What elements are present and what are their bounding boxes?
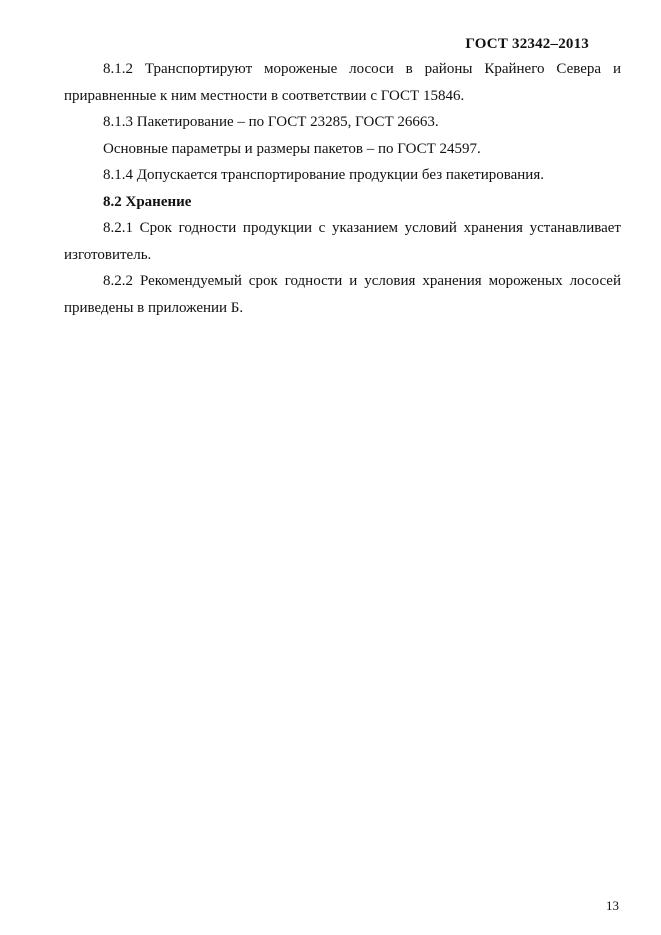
document-body	[64, 56, 621, 321]
paragraph-8-2-2: 8.2.2 Рекомендуемый срок годности и условия хранения мороженых лососей приведены в приложении Б.	[64, 273, 621, 316]
paragraph-8-1-4: 8.1.4 Допускается транспортирование продукции без пакетирования.	[103, 167, 544, 183]
paragraph-8-2-1: 8.2.1 Срок годности продукции с указанием условий хранения устанавливает изготовитель.	[64, 220, 621, 263]
paragraph-8-1-2: 8.1.2 Транспортируют мороженые лососи в районы Крайнего Севера и приравненные к ним местности в соответствии с ГОСТ 15846.	[64, 61, 621, 104]
document-standard-header: ГОСТ 32342–2013	[465, 36, 589, 52]
paragraph-8-1-3: 8.1.3 Пакетирование – по ГОСТ 23285, ГОСТ 26663.	[103, 114, 439, 130]
section-heading-8-2: 8.2 Хранение	[103, 193, 192, 210]
page-number: 13	[606, 898, 619, 913]
paragraph-package-params: Основные параметры и размеры пакетов – по ГОСТ 24597.	[103, 140, 481, 157]
